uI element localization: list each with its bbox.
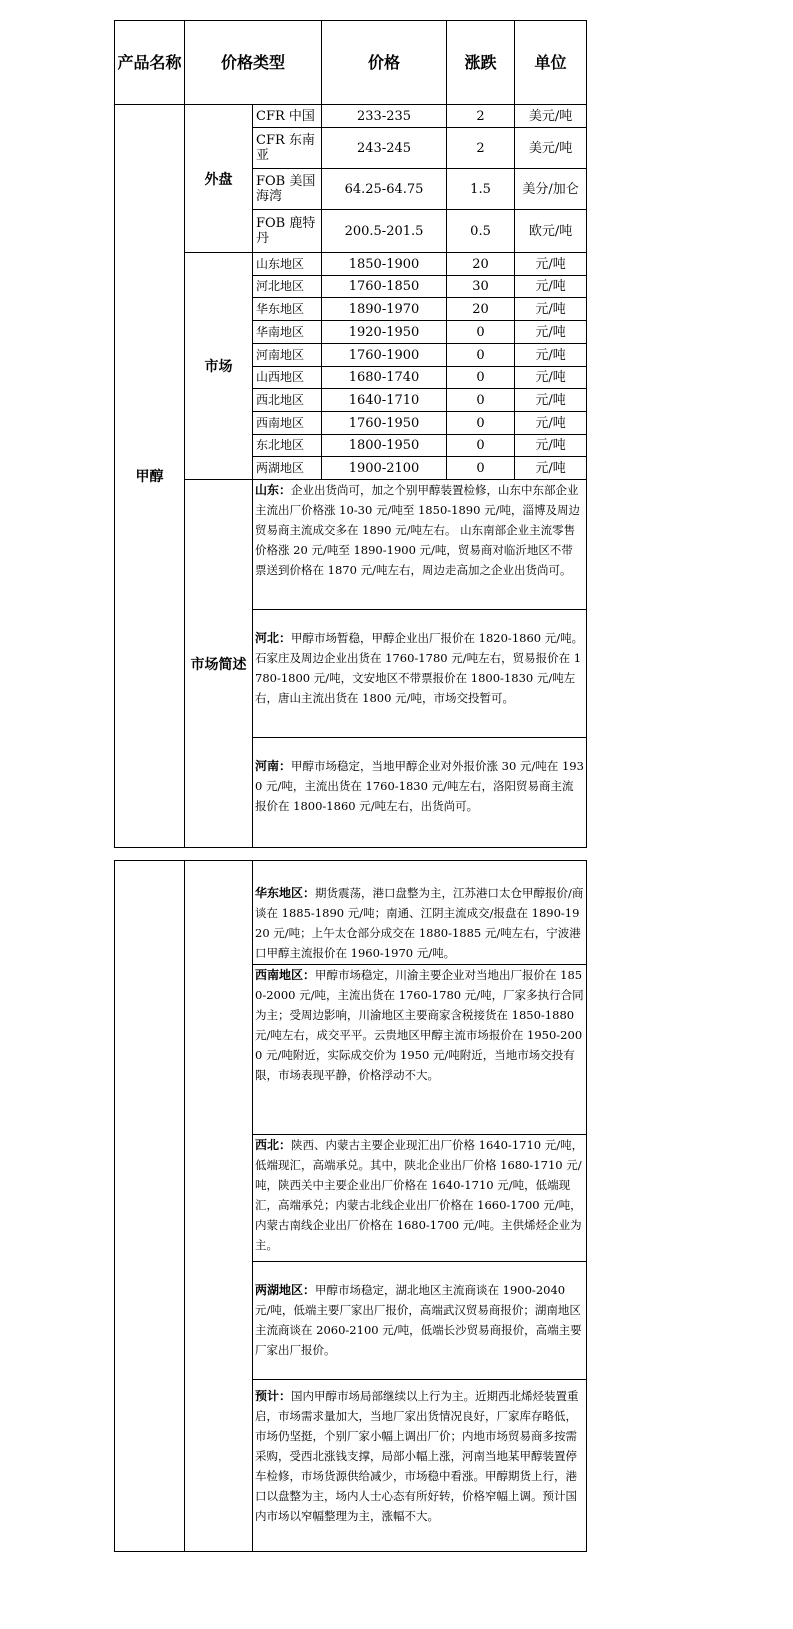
market-change: 0 [447,457,515,480]
market-price: 1760-1850 [322,276,447,298]
market-unit: 元/吨 [515,389,587,412]
market-region: 华东地区 [253,298,322,321]
outer-change: 0.5 [447,210,515,253]
header-unit: 单位 [515,21,587,105]
market-region: 山西地区 [253,367,322,389]
market-price: 1900-2100 [322,457,447,480]
outer-price: 233-235 [322,105,447,128]
product-cell-empty [115,861,185,1552]
group-outer: 外盘 [185,105,253,253]
outer-price: 243-245 [322,128,447,169]
outer-unit: 美元/吨 [515,128,587,169]
market-change: 30 [447,276,515,298]
market-region: 河南地区 [253,344,322,367]
summary-northwest [253,1135,587,1262]
market-change: 0 [447,344,515,367]
product-name-cell: 甲醇 [115,105,185,848]
market-price: 1890-1970 [322,298,447,321]
summary-southwest [253,965,587,1135]
summary-title: 预计： [255,1389,292,1403]
summary-hebei [253,610,587,738]
summary-title: 西北： [255,1138,292,1152]
summary-forecast [253,1380,587,1552]
market-unit: 元/吨 [515,344,587,367]
market-unit: 元/吨 [515,321,587,344]
market-region: 河北地区 [253,276,322,298]
market-unit: 元/吨 [515,276,587,298]
outer-change: 2 [447,105,515,128]
outer-price: 64.25-64.75 [322,169,447,210]
summary-table-continued [114,860,587,1552]
market-region: 山东地区 [253,253,322,276]
market-price: 1680-1740 [322,367,447,389]
header-price-type: 价格类型 [185,21,322,105]
outer-unit: 美分/加仑 [515,169,587,210]
market-change: 0 [447,367,515,389]
outer-unit: 欧元/吨 [515,210,587,253]
summary-text: 陕西、内蒙古主要企业现汇出厂价格 1640-1710 元/吨，低端现汇，高端承兑。其中，陕北企业出厂价格 1680-1710 元/吨，陕西关中主要企业出厂价格在 1640-1710 元/吨，低端现汇，高端承兑；内蒙古北线企业出厂价格在 1660-1700 元/吨，内蒙古南线企业出厂价格在 1680-1700 元/吨。主供烯烃企业为主。 [255,1138,584,1252]
summary-text: 甲醇市场稳定，当地甲醇企业对外报价涨 30 元/吨在 1930 元/吨，主流出货在 1760-1830 元/吨左右，洛阳贸易商主流报价在 1800-1860 元/吨左右，出货尚可。 [255,759,584,813]
outer-region: FOB 美国海湾 [253,169,322,210]
summary-henan [253,738,587,848]
market-change: 0 [447,389,515,412]
outer-region: CFR 中国 [253,105,322,128]
summary-title: 华东地区： [255,886,316,900]
outer-region: FOB 鹿特丹 [253,210,322,253]
market-unit: 元/吨 [515,457,587,480]
summary-text: 甲醇市场暂稳，甲醇企业出厂报价在 1820-1860 元/吨。石家庄及周边企业出货在 1760-1780 元/吨左右，贸易报价在 1780-1800 元/吨，文安地区不带票报价在 1800-1830 元/吨左右，唐山主流出货在 1800 元/吨，市场交投暂可。 [255,631,584,705]
summary-title: 西南地区： [255,968,316,982]
header-change: 涨跌 [447,21,515,105]
market-change: 0 [447,321,515,344]
summary-east-china [253,861,587,965]
market-change: 0 [447,435,515,457]
summary-title: 河南： [255,759,292,773]
outer-unit: 美元/吨 [515,105,587,128]
group-market: 市场 [185,253,253,480]
market-price: 1920-1950 [322,321,447,344]
outer-region: CFR 东南亚 [253,128,322,169]
outer-change: 2 [447,128,515,169]
market-unit: 元/吨 [515,253,587,276]
market-unit: 元/吨 [515,367,587,389]
summary-text: 甲醇市场稳定，湖北地区主流商谈在 1900-2040 元/吨，低端主要厂家出厂报价，高端武汉贸易商报价；湖南地区主流商谈在 2060-2100 元/吨，低端长沙贸易商报价，高端主要厂家出厂报价。 [255,1283,582,1357]
market-region: 两湖地区 [253,457,322,480]
group-summary: 市场简述 [185,480,253,848]
header-price: 价格 [322,21,447,105]
summary-hunan-hubei [253,1262,587,1380]
market-price: 1800-1950 [322,435,447,457]
outer-change: 1.5 [447,169,515,210]
header-product-name: 产品名称 [115,21,185,105]
summary-title: 河北： [255,631,292,645]
market-unit: 元/吨 [515,435,587,457]
market-region: 东北地区 [253,435,322,457]
summary-title: 山东： [255,483,292,497]
outer-price: 200.5-201.5 [322,210,447,253]
summary-shandong [253,480,587,610]
market-price: 1640-1710 [322,389,447,412]
market-unit: 元/吨 [515,412,587,435]
summary-text: 甲醇市场稳定，川渝主要企业对当地出厂报价在 1850-2000 元/吨，主流出货在 1760-1780 元/吨，厂家多执行合同为主；受周边影响，川渝地区主要商家含税接货在 1850-1880 元/吨左右，成交平平。云贵地区甲醇主流市场报价在 1950-2000 元/吨附近，实际成交价为 1950 元/吨附近，当地市场交投有限，市场表现平静，价格浮动不大。 [255,968,584,1082]
summary-text: 企业出货尚可，加之个别甲醇装置检修，山东中东部企业主流出厂价格涨 10-30 元/吨至 1850-1890 元/吨，淄博及周边贸易商主流成交多在 1890 元/吨左右。 山东南部企业主流零售价格涨 20 元/吨至 1890-1900 元/吨，贸易商对临沂地区不带票送到价格在 1870 元/吨左右，周边走高加之企业出货尚可。 [255,483,580,577]
price-table [114,20,587,848]
market-change: 20 [447,253,515,276]
market-unit: 元/吨 [515,298,587,321]
market-region: 西南地区 [253,412,322,435]
market-change: 0 [447,412,515,435]
group-cell-empty [185,861,253,1552]
market-change: 20 [447,298,515,321]
market-region: 西北地区 [253,389,322,412]
summary-text: 国内甲醇市场局部继续以上行为主。近期西北烯烃装置重启，市场需求量加大，当地厂家出货情况良好，厂家库存略低，市场仍坚挺，个别厂家小幅上调出厂价；内地市场贸易商多按需采购，受西北涨钱支撑，局部小幅上涨，河南当地某甲醇装置停车检修，市场货源供给减少，市场稳中看涨。甲醇期货上行，港口以盘整为主，场内人士心态有所好转，价格窄幅上调。预计国内市场以窄幅整理为主，涨幅不大。 [255,1389,579,1523]
market-price: 1760-1950 [322,412,447,435]
market-region: 华南地区 [253,321,322,344]
summary-title: 两湖地区： [255,1283,316,1297]
market-price: 1850-1900 [322,253,447,276]
market-price: 1760-1900 [322,344,447,367]
summary-text: 期货震荡，港口盘整为主，江苏港口太仓甲醇报价/商谈在 1885-1890 元/吨；南通、江阴主流成交/报盘在 1890-1920 元/吨；上午太仓部分成交在 1880-1885 元/吨左右，宁波港口甲醇主流报价在 1960-1970 元/吨。 [255,886,584,960]
